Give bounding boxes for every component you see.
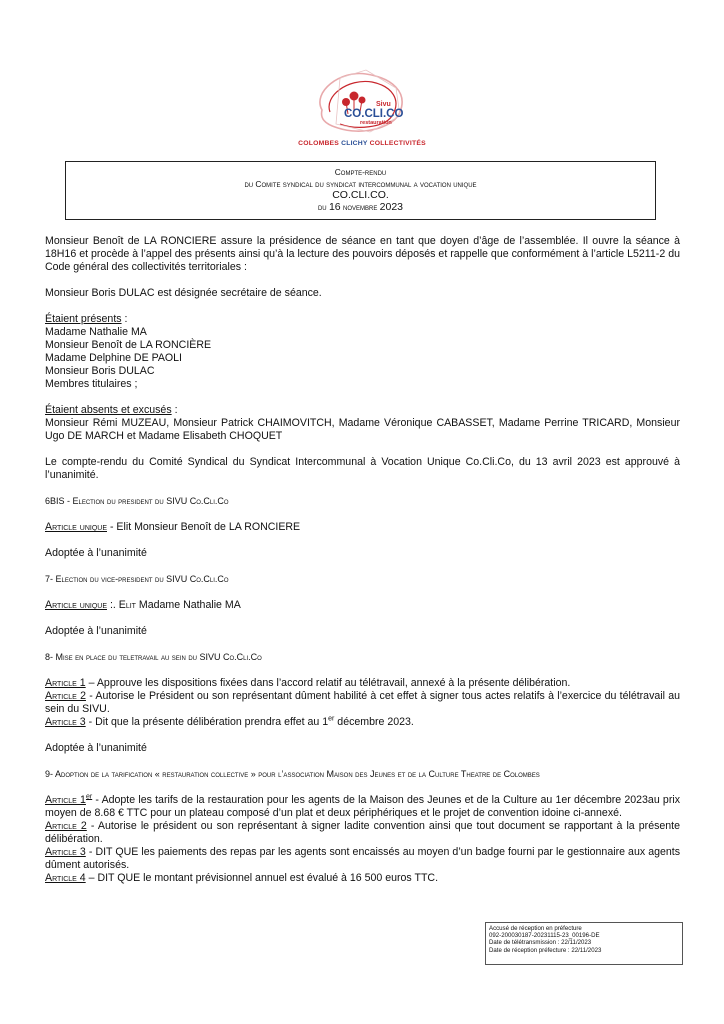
item-8-heading: 8- Mise en place du teletravail au sein du SIVU Co.Cli.Co [45, 652, 262, 662]
item-7-adopted: Adoptée à l’unanimité [45, 625, 147, 637]
stamp-line-1: Accusé de réception en préfecture [489, 925, 582, 932]
item-9-a4-label: Article 4 [45, 872, 86, 884]
item-7-article [45, 599, 680, 612]
caption-colombes: COLOMBES [298, 140, 342, 147]
present-name: Monsieur Benoît de LA RONCIÈRE [45, 339, 212, 351]
stamp-line-4: Date de réception préfecture : 22/11/2023 [489, 946, 602, 954]
stamp-line-3: Date de télétransmission : 22/11/2023 [489, 939, 592, 947]
logo-sivu: Sivu [376, 101, 391, 108]
date-prefix: du [317, 201, 329, 212]
caption-collectivites: COLLECTIVITÉS [369, 140, 426, 147]
title-line-1: Compte-rendu [334, 167, 387, 177]
item-8-a2-label: Article 2 [45, 690, 86, 702]
date-day: 16 [328, 200, 341, 213]
item-7-heading: 7- Election du vice-president du SIVU Co.Cli.Co [45, 574, 229, 584]
item-9-heading: 9- Adoption de la tarification « restauration collective » pour l’association Maison des Jeunes et de la Culture Theatre de Colombes [45, 769, 540, 779]
present-name: Madame Delphine DE PAOLI [45, 352, 182, 364]
prefecture-receipt-stamp [485, 922, 683, 965]
intro-paragraph [45, 235, 680, 274]
item-8-a1-label: Article 1 [45, 677, 86, 689]
date-month: novembre [340, 201, 380, 212]
present-heading-suffix: : [121, 313, 128, 325]
item-8-a3-sup: er [328, 715, 335, 723]
date-year: 2023 [379, 200, 404, 213]
logo-graphic [300, 66, 424, 138]
secretary-paragraph: Monsieur Boris DULAC est désignée secrétaire de séance. [45, 287, 322, 299]
item-7-article-text-a: :. [107, 599, 119, 611]
absent-block [45, 404, 680, 443]
logo-caption [0, 140, 724, 147]
logo-name: CO.CLI.CO [344, 108, 404, 120]
title-box [65, 161, 656, 220]
title-line-3: CO.CLI.CO. [332, 189, 389, 201]
present-block [45, 313, 680, 391]
item-7-article-label: Article unique [45, 599, 107, 611]
caption-clichy: CLICHY [341, 140, 370, 147]
title-line-4 [66, 202, 655, 214]
item-9-a1-sup: er [85, 793, 93, 801]
item-9-a1-label: Article 1 [45, 794, 86, 806]
intro-bold: Monsieur Benoît de LA RONCIERE assure la présidence de séance en tant que doyen d’âge de l’assemblée. [45, 235, 579, 247]
item-9-articles [45, 794, 680, 885]
item-8-a3-label: Article 3 [45, 716, 86, 728]
present-name: Monsieur Boris DULAC [45, 365, 155, 377]
stamp-line-2: 092-200030187-20231115-23_00196-DE [489, 932, 600, 940]
title-line-2: du Comite syndical du syndicat intercommunal a vocation unique [244, 178, 477, 189]
item-8-a2-text: - Autorise le Président ou son représentant dûment habilité à cet effet à signer tous actes relatifs à l’exercice du télétravail au sein du SIVU. [45, 690, 680, 715]
item-8-a3-text-a: - Dit que la présente délibération prendra effet au 1 [85, 716, 329, 728]
item-8-a1-text: – Approuve les dispositions fixées dans l’accord relatif au télétravail, annexé à la présente délibération. [85, 677, 571, 689]
absent-names: Monsieur Rémi MUZEAU, Monsieur Patrick CHAIMOVITCH, Madame Véronique CABASSET, Madame Perrine TRICARD, Monsieur Ugo DE MARCH et Madame Elisabeth CHOQUET [45, 417, 680, 442]
item-8-adopted: Adoptée à l’unanimité [45, 742, 147, 754]
approval-paragraph: Le compte-rendu du Comité Syndical du Syndicat Intercommunal à Vocation Unique Co.Cli.Co, du 13 avril 2023 est approuvé à l’unanimité. [45, 456, 680, 481]
absent-heading-suffix: : [171, 404, 178, 416]
present-name: Membres titulaires ; [45, 378, 138, 390]
item-6-article [45, 521, 680, 534]
item-9-a3-label: Article 3 [45, 846, 86, 858]
sivu-logo [300, 66, 424, 138]
absent-heading: Étaient absents et excusés [45, 404, 172, 416]
present-heading: Étaient présents [45, 313, 122, 325]
item-8-a3-text-b: décembre 2023. [334, 716, 414, 728]
item-6-heading: 6BIS - Election du president du SIVU Co.Cli.Co [45, 496, 229, 506]
item-9-a1-text: - Adopte les tarifs de la restauration pour les agents de la Maison des Jeunes et de la Culture au 1er décembre 2023au prix moyen de 8.68 € TTC pour un plateau composé d’un plat et deux périphériques et le projet de convention idoine ci-annexé. [45, 794, 680, 819]
item-6-article-text: - Elit Monsieur Benoît de LA RONCIERE [107, 521, 301, 533]
item-6-adopted: Adoptée à l’unanimité [45, 547, 147, 559]
item-6-article-label: Article unique [45, 521, 107, 533]
logo-sub: restauration [360, 120, 392, 126]
item-9-a4-text: – DIT QUE le montant prévisionnel annuel est évalué à 16 500 euros TTC. [85, 872, 439, 884]
item-9-a2-label: Article 2 [45, 820, 87, 832]
present-name: Madame Nathalie MA [45, 326, 147, 338]
item-8-articles [45, 677, 680, 729]
item-7-article-text-b: Elit [118, 599, 136, 611]
intro-rest: Il ouvre la séance à 18H16 et procède à l’appel des présents ainsi qu’à la lecture des pouvoirs déposés et rappelle que conformément à l’article L5211-2 du Code général des collectivités territoriales : [45, 235, 681, 273]
item-7-article-text-c: Madame Nathalie MA [135, 599, 241, 611]
item-9-a3-text: - DIT QUE les paiements des repas par les agents sont encaissés au moyen d’un badge fourni par le gestionnaire aux agents dûment autorisés. [45, 846, 680, 871]
document-body [45, 235, 680, 898]
item-9-a2-text: - Autorise le président ou son représentant à signer ladite convention ainsi que tout document se rapportant à la présente délibération. [45, 820, 680, 845]
